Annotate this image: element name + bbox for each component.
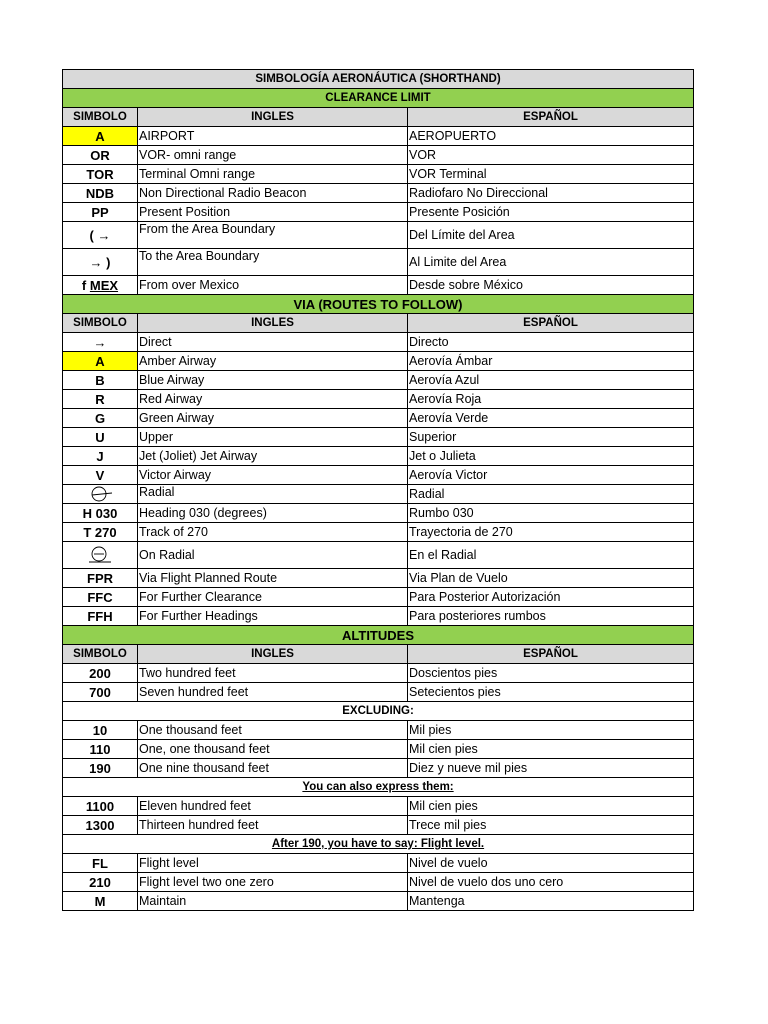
symbol-cell: V [63,466,138,485]
english-cell: Non Directional Radio Beacon [138,184,408,203]
symbol-cell: U [63,428,138,447]
table-row [63,797,694,816]
spanish-cell: Via Plan de Vuelo [408,569,694,588]
note-text: You can also express them: [302,781,454,793]
table-row [63,683,694,702]
english-cell: Flight level two one zero [138,873,408,892]
table-row [63,249,694,276]
table-row [63,371,694,390]
table-row [63,854,694,873]
symbol-cell: G [63,409,138,428]
note-text: EXCLUDING: [342,705,414,717]
note-row [63,778,694,797]
table-title: SIMBOLOGÍA AERONÁUTICA (SHORTHAND) [63,70,694,89]
spanish-cell: Mantenga [408,892,694,911]
spanish-cell: VOR [408,146,694,165]
english-cell: From over Mexico [138,276,408,295]
spanish-cell: Nivel de vuelo dos uno cero [408,873,694,892]
spanish-cell: Para Posterior Autorización [408,588,694,607]
spanish-cell: VOR Terminal [408,165,694,184]
symbol-cell: J [63,447,138,466]
spanish-cell: Aerovía Azul [408,371,694,390]
table-row [63,588,694,607]
table-row [63,664,694,683]
table-row [63,504,694,523]
table-row [63,222,694,249]
symbol-cell: H 030 [63,504,138,523]
section-title: CLEARANCE LIMIT [63,89,694,108]
column-header-simbolo: SIMBOLO [63,314,138,333]
table-row [63,485,694,504]
section-title: VIA (ROUTES TO FOLLOW) [63,295,694,314]
on-radial-icon [84,543,116,567]
english-cell: Terminal Omni range [138,165,408,184]
table-row [63,352,694,371]
spanish-cell: Directo [408,333,694,352]
table-row [63,146,694,165]
spanish-cell: Jet o Julieta [408,447,694,466]
spanish-cell: Diez y nueve mil pies [408,759,694,778]
column-header-row [63,108,694,127]
english-cell: Two hundred feet [138,664,408,683]
spanish-cell: Radial [408,485,694,504]
spanish-cell: Aerovía Verde [408,409,694,428]
english-cell: Victor Airway [138,466,408,485]
spanish-cell: Nivel de vuelo [408,854,694,873]
symbol-cell: 1100 [63,797,138,816]
english-cell: Eleven hundred feet [138,797,408,816]
english-cell: Seven hundred feet [138,683,408,702]
column-header-row [63,314,694,333]
symbol-cell: FFH [63,607,138,626]
english-cell: On Radial [138,542,408,569]
english-cell: Track of 270 [138,523,408,542]
english-cell: To the Area Boundary [138,249,408,276]
symbol-cell: PP [63,203,138,222]
table-row [63,165,694,184]
spanish-cell: Radiofaro No Direccional [408,184,694,203]
symbol-cell: 700 [63,683,138,702]
column-header-row [63,645,694,664]
radial-icon [84,485,116,503]
column-header-espanol: ESPAÑOL [408,314,694,333]
symbol-cell: 190 [63,759,138,778]
column-header-ingles: INGLES [138,314,408,333]
symbol-cell: FPR [63,569,138,588]
symbol-cell: NDB [63,184,138,203]
symbol-cell: 200 [63,664,138,683]
section-header-row [63,89,694,108]
english-cell: Radial [138,485,408,504]
english-cell: Upper [138,428,408,447]
spanish-cell: Del Límite del Area [408,222,694,249]
column-header-ingles: INGLES [138,108,408,127]
symbol-cell: B [63,371,138,390]
english-cell: Jet (Joliet) Jet Airway [138,447,408,466]
symbol-cell [63,485,138,504]
column-header-espanol: ESPAÑOL [408,645,694,664]
spanish-cell: Al Limite del Area [408,249,694,276]
column-header-espanol: ESPAÑOL [408,108,694,127]
spanish-cell: Setecientos pies [408,683,694,702]
spanish-cell: Para posteriores rumbos [408,607,694,626]
symbol-cell: 10 [63,721,138,740]
table-row [63,409,694,428]
english-cell: AIRPORT [138,127,408,146]
section-title: ALTITUDES [63,626,694,645]
symbol-cell: → [63,333,138,352]
spanish-cell: Presente Posición [408,203,694,222]
table-row [63,816,694,835]
column-header-simbolo: SIMBOLO [63,108,138,127]
table-row [63,390,694,409]
table-row [63,759,694,778]
english-cell: From the Area Boundary [138,222,408,249]
table-title-row [63,70,694,89]
spanish-cell: Rumbo 030 [408,504,694,523]
aeronautical-symbology-table [62,69,694,911]
spanish-cell: Trece mil pies [408,816,694,835]
table-row [63,447,694,466]
spanish-cell: Desde sobre México [408,276,694,295]
english-cell: Maintain [138,892,408,911]
table-row [63,740,694,759]
symbol-cell: ( → [63,222,138,249]
english-cell: Amber Airway [138,352,408,371]
column-header-ingles: INGLES [138,645,408,664]
symbol-cell [63,276,138,295]
spanish-cell: Mil pies [408,721,694,740]
table-row [63,184,694,203]
symbol-cell [63,542,138,569]
english-cell: Present Position [138,203,408,222]
english-cell: Red Airway [138,390,408,409]
section-header-row [63,295,694,314]
english-cell: Heading 030 (degrees) [138,504,408,523]
symbol-cell: FFC [63,588,138,607]
english-cell: Via Flight Planned Route [138,569,408,588]
section-header-row [63,626,694,645]
english-cell: VOR- omni range [138,146,408,165]
symbol-cell: A [63,352,138,371]
spanish-cell: Doscientos pies [408,664,694,683]
spanish-cell: Aerovía Roja [408,390,694,409]
symbol-cell: FL [63,854,138,873]
table-row [63,607,694,626]
symbol-cell: T 270 [63,523,138,542]
english-cell: Green Airway [138,409,408,428]
symbol-cell: 1300 [63,816,138,835]
symbol-cell: OR [63,146,138,165]
table-row [63,127,694,146]
symbol-text: MEX [89,277,119,293]
table-row [63,569,694,588]
english-cell: Blue Airway [138,371,408,390]
spanish-cell: Mil cien pies [408,740,694,759]
english-cell: One nine thousand feet [138,759,408,778]
table-row [63,466,694,485]
english-cell: One thousand feet [138,721,408,740]
symbol-cell: → ) [63,249,138,276]
english-cell: Thirteen hundred feet [138,816,408,835]
table-row [63,333,694,352]
column-header-simbolo: SIMBOLO [63,645,138,664]
english-cell: Direct [138,333,408,352]
spanish-cell: AEROPUERTO [408,127,694,146]
note-row [63,835,694,854]
table-row [63,873,694,892]
english-cell: Flight level [138,854,408,873]
spanish-cell: En el Radial [408,542,694,569]
note-row [63,702,694,721]
table-row [63,276,694,295]
symbol-cell: R [63,390,138,409]
spanish-cell: Superior [408,428,694,447]
symbol-prefix: f [81,277,87,293]
spanish-cell: Trayectoria de 270 [408,523,694,542]
english-cell: One, one thousand feet [138,740,408,759]
symbol-cell: 210 [63,873,138,892]
table-row [63,523,694,542]
table-row [63,721,694,740]
table-row [63,542,694,569]
spanish-cell: Aerovía Ámbar [408,352,694,371]
symbol-cell: 110 [63,740,138,759]
english-cell: For Further Headings [138,607,408,626]
symbol-cell: M [63,892,138,911]
table-row [63,892,694,911]
table-row [63,203,694,222]
symbol-cell: A [63,127,138,146]
spanish-cell: Mil cien pies [408,797,694,816]
table-row [63,428,694,447]
spanish-cell: Aerovía Victor [408,466,694,485]
english-cell: For Further Clearance [138,588,408,607]
note-text: After 190, you have to say: Flight level. [271,838,485,850]
symbol-cell: TOR [63,165,138,184]
